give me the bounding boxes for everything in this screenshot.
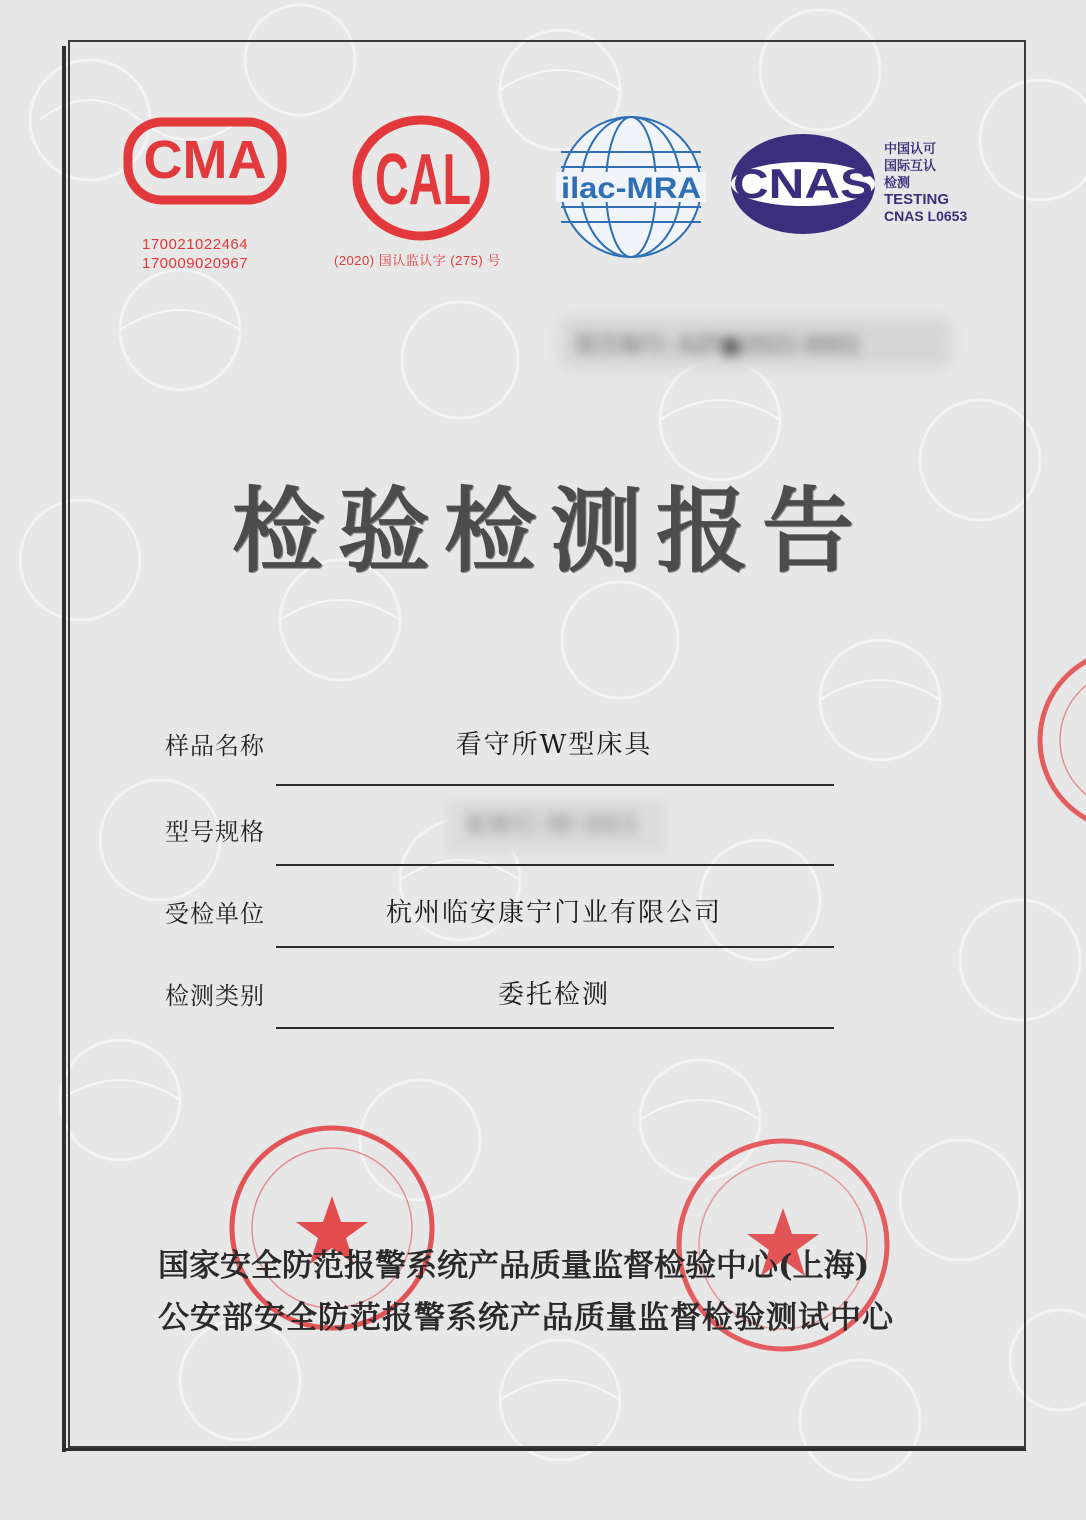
cma-codes	[142, 235, 248, 273]
page-title: 检验检测报告	[232, 477, 869, 585]
cma-mark-icon	[124, 118, 286, 204]
cnas-side-line-3: 检测	[884, 175, 911, 190]
cma-code-1: 170021022464	[142, 236, 249, 253]
issuer-line-2: 公安部安全防范报警系统产品质量监督检验测试中心	[158, 1300, 894, 1336]
cma-code-2: 170009020967	[142, 255, 249, 272]
field-value-model-spec: KWC-W-001	[467, 810, 641, 840]
ilac-globe-icon	[556, 112, 706, 262]
ilac-mra-logo	[556, 112, 706, 266]
frame-shadow-bottom	[62, 1448, 1026, 1451]
frame-shadow-left	[62, 46, 66, 1452]
cnas-side-line-5: CNAS L0653	[884, 208, 968, 224]
cnas-side-line-2: 国际互认	[884, 158, 937, 173]
report-number-redaction	[560, 318, 950, 368]
svg-text:CMA: CMA	[143, 130, 267, 190]
field-underline	[276, 1027, 834, 1029]
cal-logo	[350, 112, 492, 248]
field-label-sample-name: 样品名称	[165, 732, 265, 760]
cnas-side-text	[884, 140, 967, 225]
cnas-mark-icon	[728, 130, 878, 238]
field-value-test-category: 委托检测	[497, 980, 610, 1010]
field-label-inspected-unit: 受检单位	[165, 900, 265, 928]
cal-caption: (2020) 国认监认字 (275) 号	[334, 253, 501, 268]
edge-seal-fragment	[1030, 640, 1086, 840]
svg-text:CNAS: CNAS	[733, 160, 873, 207]
field-underline	[276, 864, 834, 866]
cma-logo	[124, 118, 286, 208]
report-number: 报告编号: A2F■2021-0001	[576, 333, 861, 358]
cnas-side-line-4: TESTING	[884, 191, 950, 208]
svg-text:ilac-MRA: ilac-MRA	[561, 172, 701, 205]
field-label-model-spec: 型号规格	[165, 818, 265, 846]
field-value-inspected-unit: 杭州临安康宁门业有限公司	[385, 898, 722, 928]
svg-text:CAL: CAL	[375, 140, 471, 220]
cal-mark-icon	[350, 112, 492, 244]
field-underline	[276, 784, 834, 786]
issuer-line-1: 国家安全防范报警系统产品质量监督检验中心(上海)	[158, 1248, 870, 1284]
field-underline	[276, 946, 834, 948]
cnas-logo	[728, 130, 878, 242]
cnas-side-line-1: 中国认可	[884, 141, 937, 156]
field-value-sample-name: 看守所W型床具	[455, 730, 653, 760]
field-label-test-category: 检测类别	[165, 982, 265, 1010]
